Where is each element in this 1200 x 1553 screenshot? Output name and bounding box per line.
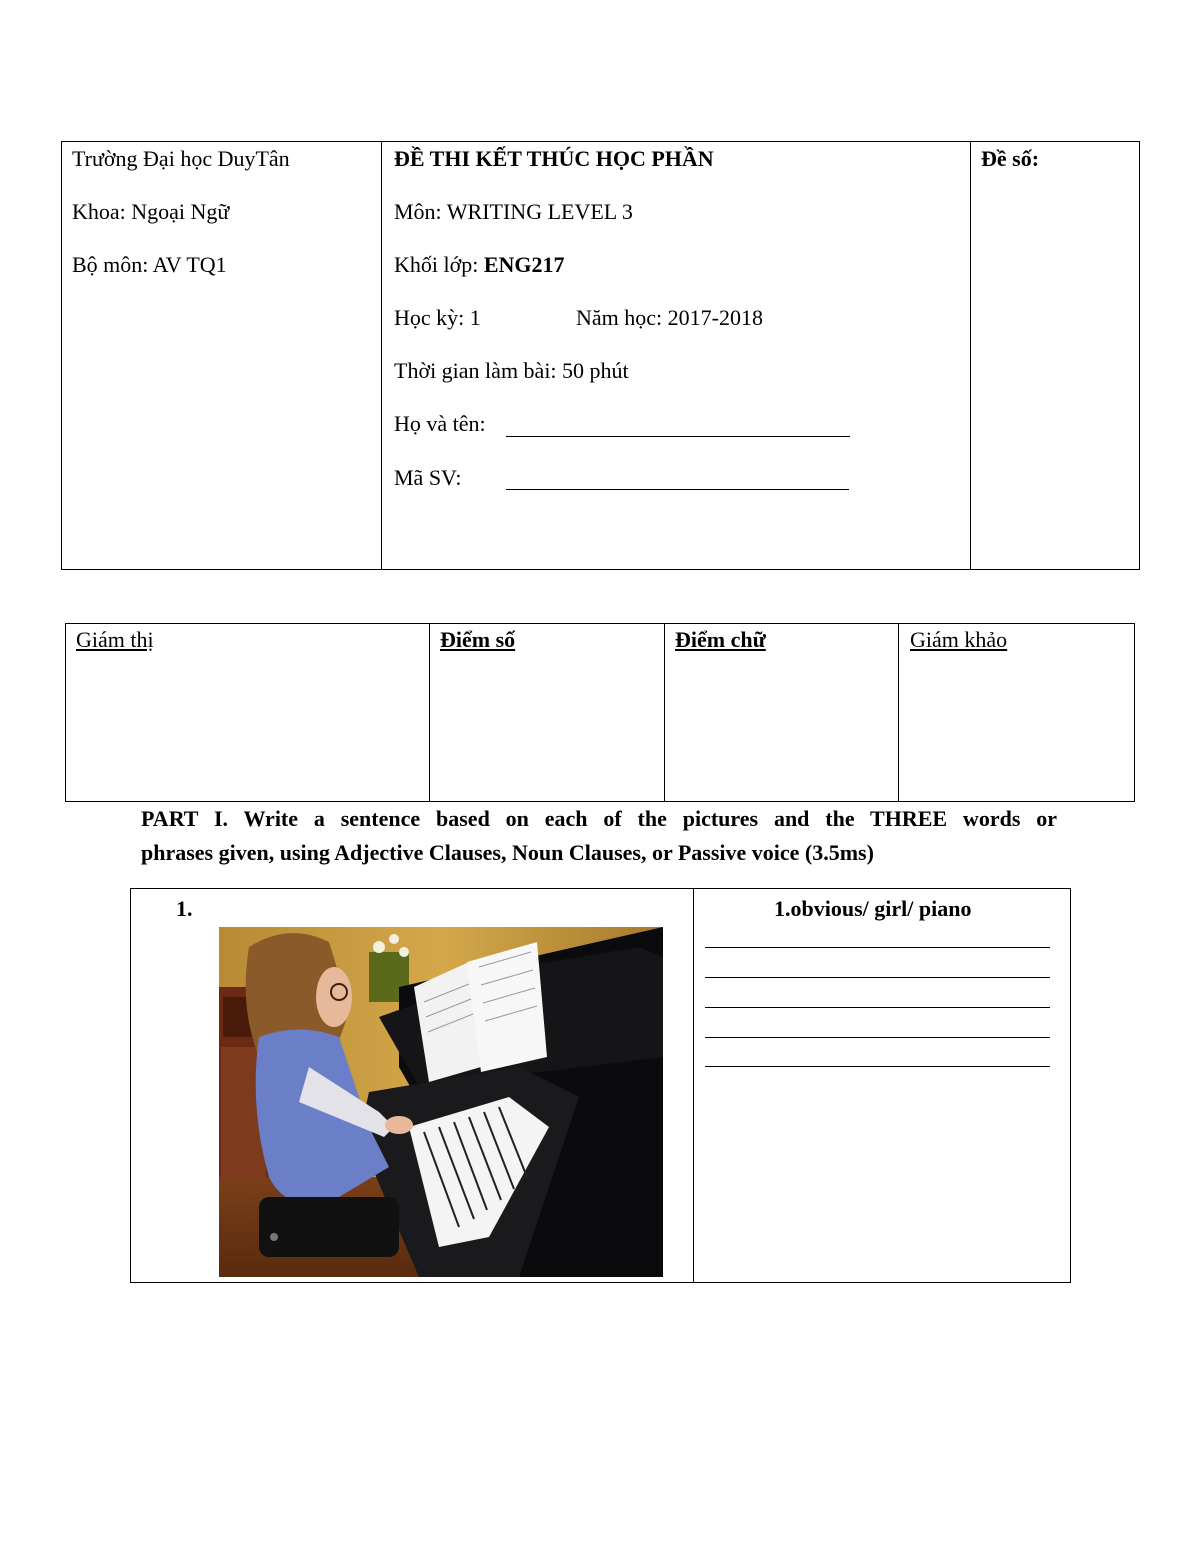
grading-col-score-words: Điểm chữ	[675, 627, 766, 652]
grading-col-proctor: Giám thị	[76, 627, 154, 652]
exam-number-label: Đề số:	[981, 146, 1040, 171]
student-id-label: Mã SV:	[394, 465, 462, 490]
grading-divider-3	[898, 623, 899, 802]
question-1-prompt: 1.obvious/ girl/ piano	[774, 896, 972, 921]
exam-duration: Thời gian làm bài: 50 phút	[394, 358, 629, 383]
answer-line[interactable]	[705, 977, 1050, 978]
subject-name: Môn: WRITING LEVEL 3	[394, 199, 633, 224]
answer-line[interactable]	[705, 1066, 1050, 1067]
class-label: Khối lớp:	[394, 252, 484, 277]
exam-title: ĐỀ THI KẾT THÚC HỌC PHẦN	[394, 146, 714, 171]
question-divider	[693, 888, 694, 1283]
department-name: Bộ môn: AV TQ1	[72, 252, 227, 277]
part1-instruction-line1: PART I. Write a sentence based on each of the pictures and the THREE words or	[141, 806, 1057, 831]
part1-instruction-line2: phrases given, using Adjective Clauses, Noun Clauses, or Passive voice (3.5ms)	[141, 840, 874, 865]
question-1-number: 1.	[176, 896, 193, 921]
answer-line[interactable]	[705, 947, 1050, 948]
class-code: ENG217	[483, 252, 565, 277]
answer-line[interactable]	[705, 1007, 1050, 1008]
semester: Học kỳ: 1	[394, 305, 481, 330]
student-name-label: Họ và tên:	[394, 411, 486, 436]
grading-divider-1	[429, 623, 430, 802]
student-id-field[interactable]	[506, 489, 849, 490]
answer-line[interactable]	[705, 1037, 1050, 1038]
girl-playing-piano-photo	[219, 927, 663, 1277]
faculty-name: Khoa: Ngoại Ngữ	[72, 199, 230, 224]
header-divider-1	[381, 141, 382, 570]
header-divider-2	[970, 141, 971, 570]
school-name: Trường Đại học DuyTân	[72, 146, 290, 171]
student-name-field[interactable]	[506, 436, 850, 437]
exam-number-field[interactable]	[975, 180, 1135, 560]
grading-divider-2	[664, 623, 665, 802]
school-year: Năm học: 2017-2018	[576, 305, 763, 330]
grading-col-score-number: Điểm số	[440, 627, 516, 652]
grading-col-examiner: Giám khảo	[910, 627, 1008, 652]
class-info	[394, 252, 565, 278]
